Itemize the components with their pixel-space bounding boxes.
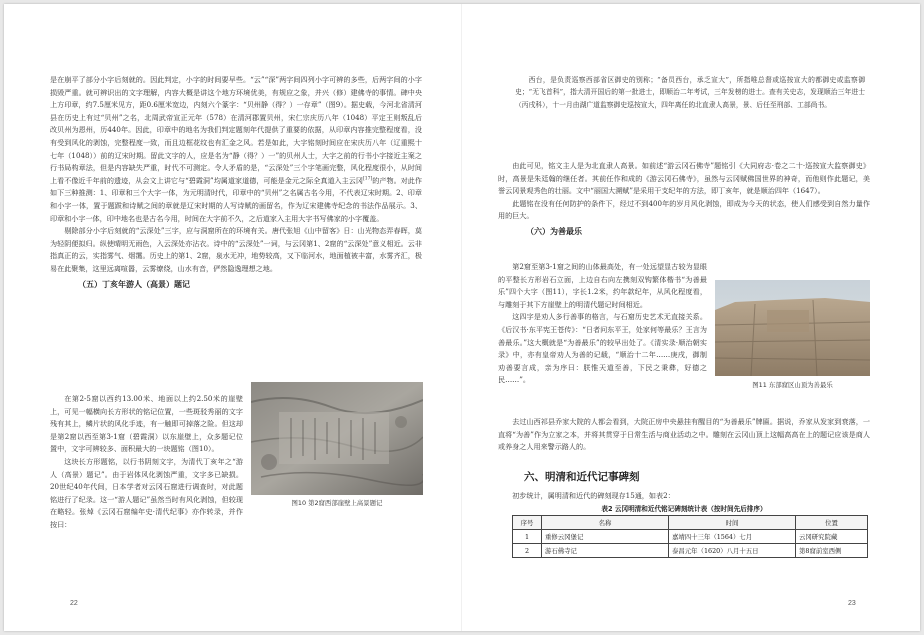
paragraph: 是在崩平了部分小字后刻就的。因此判定，小字的时间要早些。“云”“深”两字间四列小字可辨的多些，后两字间的小字损毁严重。就可辨识出的文字理解，内容大概是讲这个地方环境优美，有规应之象，并兴（修）建佛寺的事情。碑中央上方印章，约7.5厘米见方，距0.6厘米宽边，内刻六个篆字：“贝州静（得？）一存章”（图9）。据史载，今河北省清河县在历史上有过“贝州”之名，北周武帝宣正元年（578）在清河郡置贝州，宋仁宗庆历八年（1048）平定王则叛乱后改贝州为恩州，历440年。因此，印章中的地名为我们判定题刻年代提供了重要的依据，从印章内容推完整程度看，没有受到风化的剥蚀，完整程度一致，而且边框花纹也有汇金之风。若是如此，大字铭刻时间应在宋庆历八年（辽重熙十七年（1048））前的辽宋时期。留此文字的人，应是名为“静（得？）一”的贝州人士，大字之前的行书小字接近主案之行书局构章法，但是内容缺失严重，时代不可测定。令人矛盾的是，“云深处”三个字笔画完整，风化程度很小，从时间上看不像近千年前的遗迹，从会文上讲它与“碧霞洞”均属道家道德，可能是金元之际全真道入主云冈[17]的产物。对此作如下三种推测：1、印章和三个大字一体，为元明清时代，印章中的“贝州”之名属古名今用，不代表辽宋时期。2、印章和小字一体，置于题跋和诗赋之间的章就是辽宋时期的人写诗赋的画留名，作为辽宋建佛寺纪念的书法作品展示。3、印章和小字一体，印中地名也是古名今用，时间在大字前不久，之后道家入主用大字书写佛家的小字覆盖。 <box>50 75 422 223</box>
page-number: 22 <box>70 600 78 607</box>
header-cell: 序号 <box>513 516 542 530</box>
header-cell: 名称 <box>542 516 669 530</box>
table-caption: 表2 云冈明清和近代铭记碑刻统计表（按时间先后排序） <box>601 505 767 513</box>
body-text-wrap <box>498 261 707 387</box>
paragraph: 在第2-5窟以西约13.00米、地面以上约2.50米的崖壁上，可见一幅横向长方形状的铭记位置，一些斑驳秀丽的文字残有其上，鳞片状的风化手迹，有一触即可掉落之险。但这却是第2窟以西至第3-1窟（碧霞洞）以东崖壁上，众多题记位置中，文字可辨较多、面积最大的一块题铭（图10）。 <box>50 394 243 454</box>
block-quote <box>515 74 865 111</box>
table-row <box>513 530 868 544</box>
table-row <box>513 544 868 558</box>
quote-text: 西台，是负责巡察西部省区御史的别称；“备员西台，承乏宣大”，所指唯总督或巡按宣大的都御史或监察御史；“无飞首科”，指大清开国后的第一批进士，即顺治二年考试，三年发榜的进士。查有关史志，发现顺治三年进士（丙戌科），十一月由湖广道监察御史巡按宣大，四年离任的北直隶人高景，景、后任至刑部、工部尚书。 <box>515 76 865 109</box>
table-cell: 嘉靖四十三年（1564）七月 <box>669 530 796 544</box>
subsection-heading: （六）为善最乐 <box>526 226 582 236</box>
table-header-row <box>513 516 868 530</box>
table-cell: 重修云冈堡记 <box>542 530 669 544</box>
table-cell: 2 <box>513 544 542 558</box>
section-heading: 六、明清和近代记事碑刻 <box>524 471 640 483</box>
book-spread <box>4 4 920 631</box>
reference-mark: [17] <box>362 176 373 182</box>
subsection-heading: （五）丁亥年游人（高景）题记 <box>78 279 190 289</box>
paragraph: 由此可见，铭文主人是为北直隶人高景。如前述“游云冈石佛寺”题铭引《大同府志·卷之二十·巡按宣大监察御史》时，高景是朱廷翰的继任者。其前任作和成的《游云冈石佛寺》，虽然与云冈赋佛国世界的神奇，而他则作此题记，美誉云冈景观秀色的壮丽。文中“丽国大溯赋”是采用干支纪年的方法，即丁亥年，就是顺治四年（1647）。 <box>498 161 870 196</box>
paragraph: 此题铭在没有任何防护的条件下，经过不到400年的岁月风化剥蚀，即成为今天的状态，使人们感受到自然力量作用的巨大。 <box>498 198 870 221</box>
table-cell: 云冈研究院藏 <box>796 530 868 544</box>
figure-10-caption: 图10 第2窟西部崖壁上高景题记 <box>291 499 383 507</box>
paragraph: 去过山西祁县乔家大院的人都会看到，大院正房中央悬挂有醒目的“为善最乐”牌匾。据说，乔家从发家到衰落，一直将“为善”作为立家之本，并将其贯穿于日常生活与商业活动之中。雕刻在云冈山顶上这幅高高在上的题记应该是商人或养身之人用来警示路人的。 <box>498 417 870 452</box>
table-intro <box>498 490 870 503</box>
left-page <box>4 4 462 631</box>
table-cell: 泰昌元年（1620）八月十五日 <box>669 544 796 558</box>
figure-10-photo <box>251 382 423 495</box>
table-cell: 游石佛寺记 <box>542 544 669 558</box>
table-cell: 第8窟前室西侧 <box>796 544 868 558</box>
body-text-bottom <box>498 416 870 454</box>
right-page <box>462 4 920 631</box>
figure-11-photo <box>715 280 870 376</box>
paragraph: 第2窟至第3-1窟之间的山体最高处，有一处远望显古较为显眼的平整长方形岩石立面，上边自右向左携刻双钩繁体楷书“为善最乐”四个大字（图11），字长1.2米，约年款纪年，从风化程度看，与雕刻于其下方崖壁上的明清代题记时间相近。 <box>498 262 707 309</box>
header-cell: 时间 <box>669 516 796 530</box>
records-table <box>512 515 868 558</box>
paragraph: 初步统计，属明清和近代的碑刻现存15通，如表2： <box>512 491 675 500</box>
table-cell: 1 <box>513 530 542 544</box>
body-text-top <box>498 160 870 241</box>
page-number: 23 <box>848 600 856 607</box>
body-text-top <box>50 74 422 294</box>
figure-11-caption: 图11 东部窟区山顶为善最乐 <box>752 381 833 389</box>
paragraph: 这四字是劝人多行善事的格言，与石窟历史艺术无直接关系。《后汉书·东平宪王苍传》：“日者问东平王，处家何等最乐？王言为善最乐。”这大概就是“为善最乐”的较早出处了。《清实录·顺治朝实录》中，亦有皇帝劝人为善的记载，“顺治十二年……庚戌，御制劝善要言成，亲为序曰：朕惟天道至善，下民之秉彝，好德之民……”。 <box>498 312 707 385</box>
paragraph: 剔除部分小字后刻就的“云深处”三字，应与洞窟所在的环境有关。唐代张旭《山中留客》日：山光物态弄春晖，莫为轻阴便拟归。纵使晴明无雨色，入云深处亦沾衣。诗中的“云深处”一词，与云冈第1、2窟的“云深处”意义相近。云非指真正的云，实指雾气、烟霭。历史上的第1、2窟，泉水无冲，地势较高，又下临河水，地面植被丰富，水雾齐汇，极易在此聚集，这里远离喧嚣，云雾缭绕，山水有音，俨然隐逸理想之地。 <box>50 226 422 273</box>
body-text-wrap <box>50 393 243 532</box>
header-cell: 位置 <box>796 516 868 530</box>
paragraph: 这块长方形题铭，以行书阴刻文字，为清代丁亥年之“游人（高景）题记”。由于岩体风化剥蚀严重，文字多已缺损。20世纪40年代间，日本学者对云冈石窟进行调查时，对此题铭进行了纪录。这一“游人题记”虽然当时有风化剥蚀，但较现在略轻。张焯《云冈石窟编年史·清代纪事》亦作转录，并作按曰： <box>50 456 243 529</box>
